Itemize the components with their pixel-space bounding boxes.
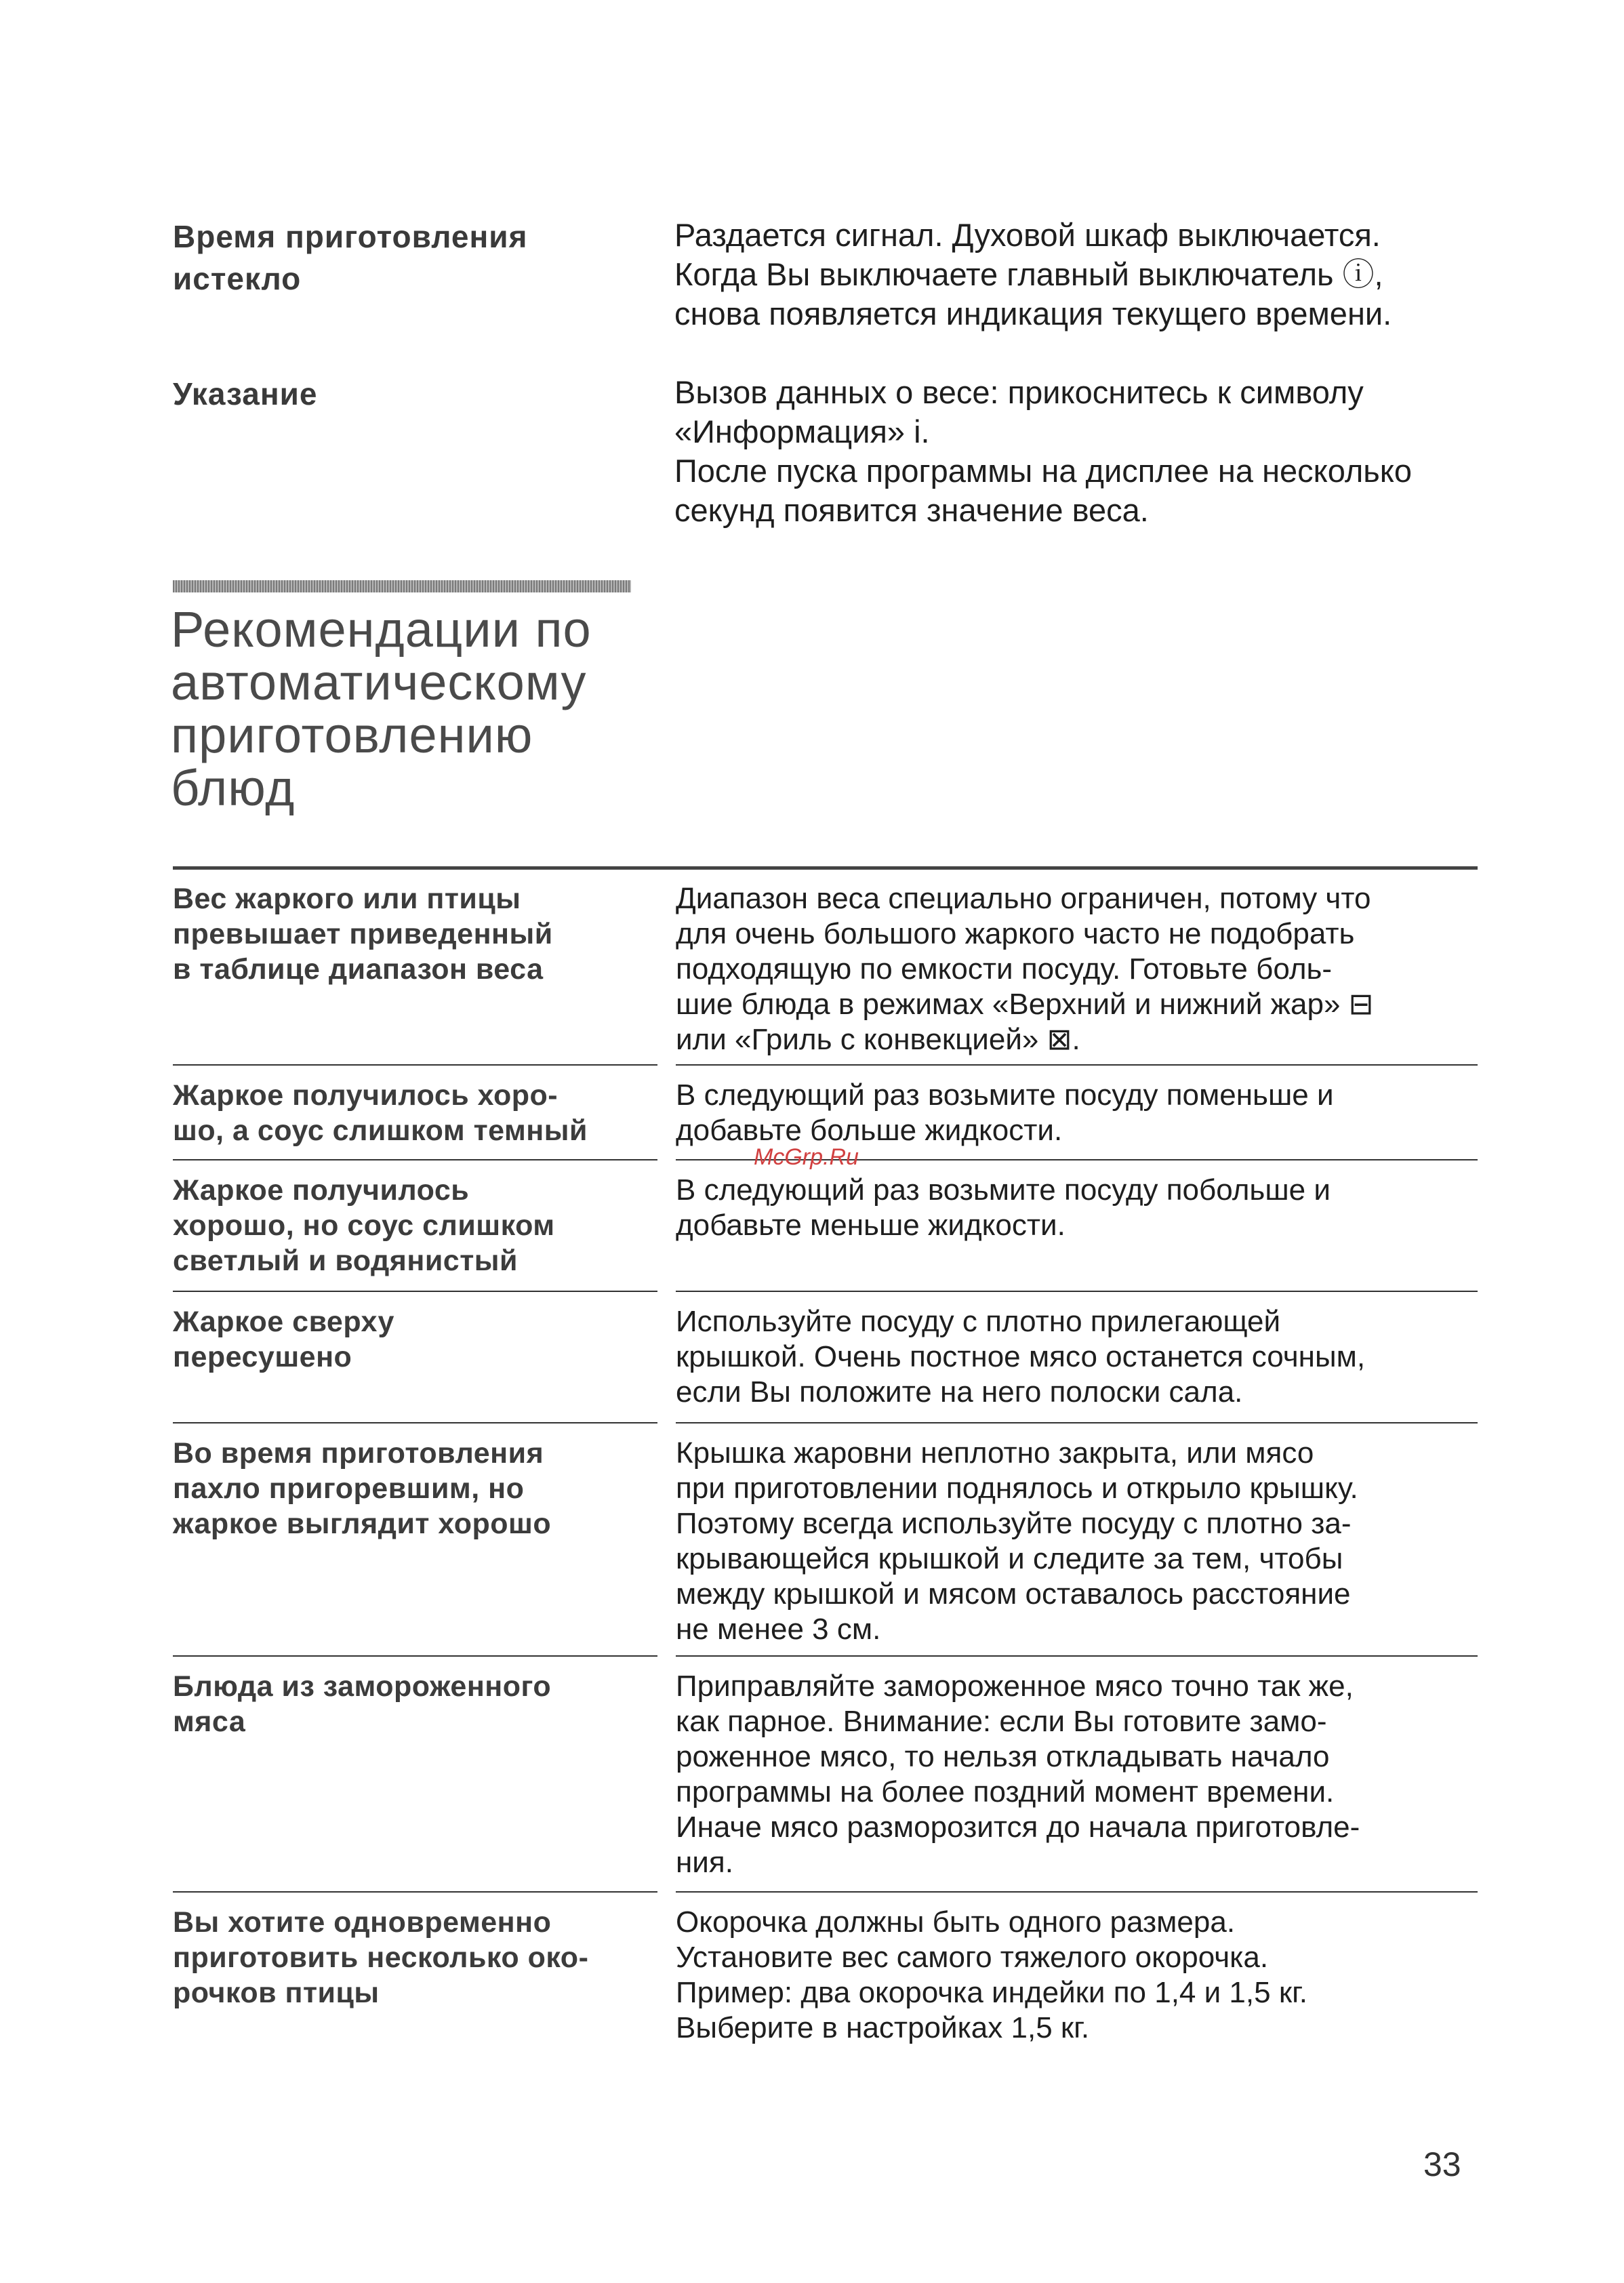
table-top-rule bbox=[173, 866, 1478, 870]
solution-line: крывающейся крышкой и следите за тем, чтобы bbox=[676, 1542, 1343, 1575]
solution-line: если Вы положите на него полоски сала. bbox=[676, 1375, 1243, 1409]
solution-line: ния. bbox=[676, 1846, 733, 1879]
solution-line: В следующий раз возьмите посуду побольше и bbox=[676, 1173, 1331, 1207]
info-note-label: Указание bbox=[173, 376, 318, 411]
info-label-line: Время приготовления bbox=[173, 219, 528, 254]
solution-line: Крышка жаровни неплотно закрыта, или мясо bbox=[676, 1436, 1314, 1470]
problem-line: жаркое выглядит хорошо bbox=[173, 1508, 552, 1540]
problem-cell bbox=[173, 1078, 661, 1148]
solution-line: между крышкой и мясом оставалось расстояние bbox=[676, 1577, 1351, 1611]
solution-line: или «Гриль с конвекцией» ⊠. bbox=[676, 1023, 1080, 1056]
info-note-text bbox=[674, 373, 1624, 530]
problem-line: Вес жаркого или птицы bbox=[173, 883, 521, 915]
row-rule bbox=[676, 1891, 1478, 1893]
problem-cell bbox=[173, 1304, 661, 1375]
info-text-line: секунд появится значение веса. bbox=[674, 492, 1149, 528]
solution-cell bbox=[676, 1173, 1482, 1243]
solution-line: Пример: два окорочка индейки по 1,4 и 1,5 кг. bbox=[676, 1976, 1307, 2009]
info-label-line: истекло bbox=[173, 261, 302, 296]
section-title-line: автоматическому bbox=[171, 654, 587, 710]
info-text-line: После пуска программы на дисплее на несколько bbox=[674, 453, 1412, 489]
solution-line: Установите вес самого тяжелого окорочка. bbox=[676, 1941, 1269, 1974]
solution-line: крышкой. Очень постное мясо останется сочным, bbox=[676, 1340, 1366, 1373]
solution-cell bbox=[676, 1304, 1482, 1410]
section-title-line: приготовлению bbox=[171, 707, 533, 763]
page-number: 33 bbox=[1423, 2145, 1461, 2183]
solution-cell bbox=[676, 881, 1482, 1057]
solution-line: Поэтому всегда используйте посуду с плотно за- bbox=[676, 1507, 1352, 1540]
problem-line: пересушено bbox=[173, 1341, 352, 1373]
problem-cell bbox=[173, 881, 661, 987]
info-text-line: снова появляется индикация текущего времени. bbox=[674, 296, 1392, 331]
solution-line: Приправляйте замороженное мясо точно так же, bbox=[676, 1670, 1354, 1703]
solution-cell bbox=[676, 1436, 1482, 1647]
solution-line: для очень большого жаркого часто не подобрать bbox=[676, 917, 1355, 950]
row-rule bbox=[676, 1422, 1478, 1423]
problem-line: пахло пригоревшим, но bbox=[173, 1472, 525, 1505]
row-rule bbox=[676, 1291, 1478, 1292]
solution-line: Используйте посуду с плотно прилегающей bbox=[676, 1305, 1281, 1338]
problem-cell bbox=[173, 1905, 661, 2011]
solution-cell bbox=[676, 1669, 1482, 1880]
problem-line: рочков птицы bbox=[173, 1977, 380, 2009]
solution-cell bbox=[676, 1078, 1482, 1148]
solution-line: В следующий раз возьмите посуду поменьше и bbox=[676, 1078, 1334, 1112]
solution-line: при приготовлении поднялось и открыло крышку. bbox=[676, 1472, 1358, 1505]
problem-line: мяса bbox=[173, 1705, 246, 1738]
info-text-line: «Информация» i. bbox=[674, 413, 930, 449]
solution-line: подходящую по емкости посуду. Готовьте боль- bbox=[676, 952, 1333, 986]
problem-cell bbox=[173, 1173, 661, 1278]
problem-line: хорошо, но соус слишком bbox=[173, 1209, 555, 1242]
solution-cell bbox=[676, 1905, 1482, 2046]
solution-line: Выберите в настройках 1,5 кг. bbox=[676, 2011, 1090, 2044]
section-title-line: Рекомендации по bbox=[171, 601, 592, 658]
solution-line: добавьте меньше жидкости. bbox=[676, 1209, 1065, 1242]
row-rule bbox=[676, 1655, 1478, 1657]
solution-line: Иначе мясо разморозится до начала приготовле- bbox=[676, 1811, 1360, 1844]
row-rule bbox=[173, 1159, 657, 1160]
problem-line: Блюда из замороженного bbox=[173, 1670, 552, 1703]
row-rule bbox=[173, 1291, 657, 1292]
row-rule bbox=[676, 1064, 1478, 1066]
row-rule bbox=[173, 1891, 657, 1893]
solution-line: Диапазон веса специально ограничен, потому что bbox=[676, 882, 1371, 915]
row-rule bbox=[173, 1655, 657, 1657]
problem-line: Вы хотите одновременно bbox=[173, 1906, 552, 1939]
problem-line: Жаркое сверху bbox=[173, 1306, 394, 1338]
problem-line: Жаркое получилось хоро- bbox=[173, 1079, 559, 1112]
problem-cell bbox=[173, 1436, 661, 1541]
info-time-up-text bbox=[674, 216, 1624, 334]
solution-line: программы на более поздний момент времени. bbox=[676, 1775, 1335, 1809]
problem-cell bbox=[173, 1669, 661, 1739]
info-time-up-label bbox=[173, 216, 647, 300]
problem-line: светлый и водянистый bbox=[173, 1245, 518, 1277]
section-heading-bar bbox=[173, 580, 631, 592]
solution-line: Окорочка должны быть одного размера. bbox=[676, 1905, 1236, 1939]
solution-line: не менее 3 см. bbox=[676, 1613, 881, 1646]
info-text-line: Когда Вы выключаете главный выключатель ⓘ, bbox=[674, 256, 1383, 292]
solution-line: добавьте больше жидкости. bbox=[676, 1114, 1063, 1147]
row-rule bbox=[173, 1422, 657, 1423]
problem-line: в таблице диапазон веса bbox=[173, 953, 544, 986]
problem-line: Во время приготовления bbox=[173, 1437, 544, 1470]
info-text-line: Вызов данных о весе: прикоснитесь к символу bbox=[674, 374, 1364, 410]
section-title bbox=[171, 603, 781, 815]
row-rule bbox=[173, 1064, 657, 1066]
solution-line: шие блюда в режимах «Верхний и нижний жар» ⊟ bbox=[676, 988, 1374, 1021]
info-text-line: Раздается сигнал. Духовой шкаф выключается. bbox=[674, 217, 1381, 253]
solution-line: роженное мясо, то нельзя откладывать начало bbox=[676, 1740, 1330, 1773]
problem-line: шо, а соус слишком темный bbox=[173, 1114, 588, 1147]
solution-line: как парное. Внимание: если Вы готовите замо- bbox=[676, 1705, 1327, 1738]
section-title-line: блюд bbox=[171, 760, 296, 816]
watermark-text: McGrp.Ru bbox=[754, 1144, 859, 1170]
problem-line: Жаркое получилось bbox=[173, 1174, 470, 1207]
problem-line: превышает приведенный bbox=[173, 918, 553, 950]
problem-line: приготовить несколько око- bbox=[173, 1941, 589, 1974]
